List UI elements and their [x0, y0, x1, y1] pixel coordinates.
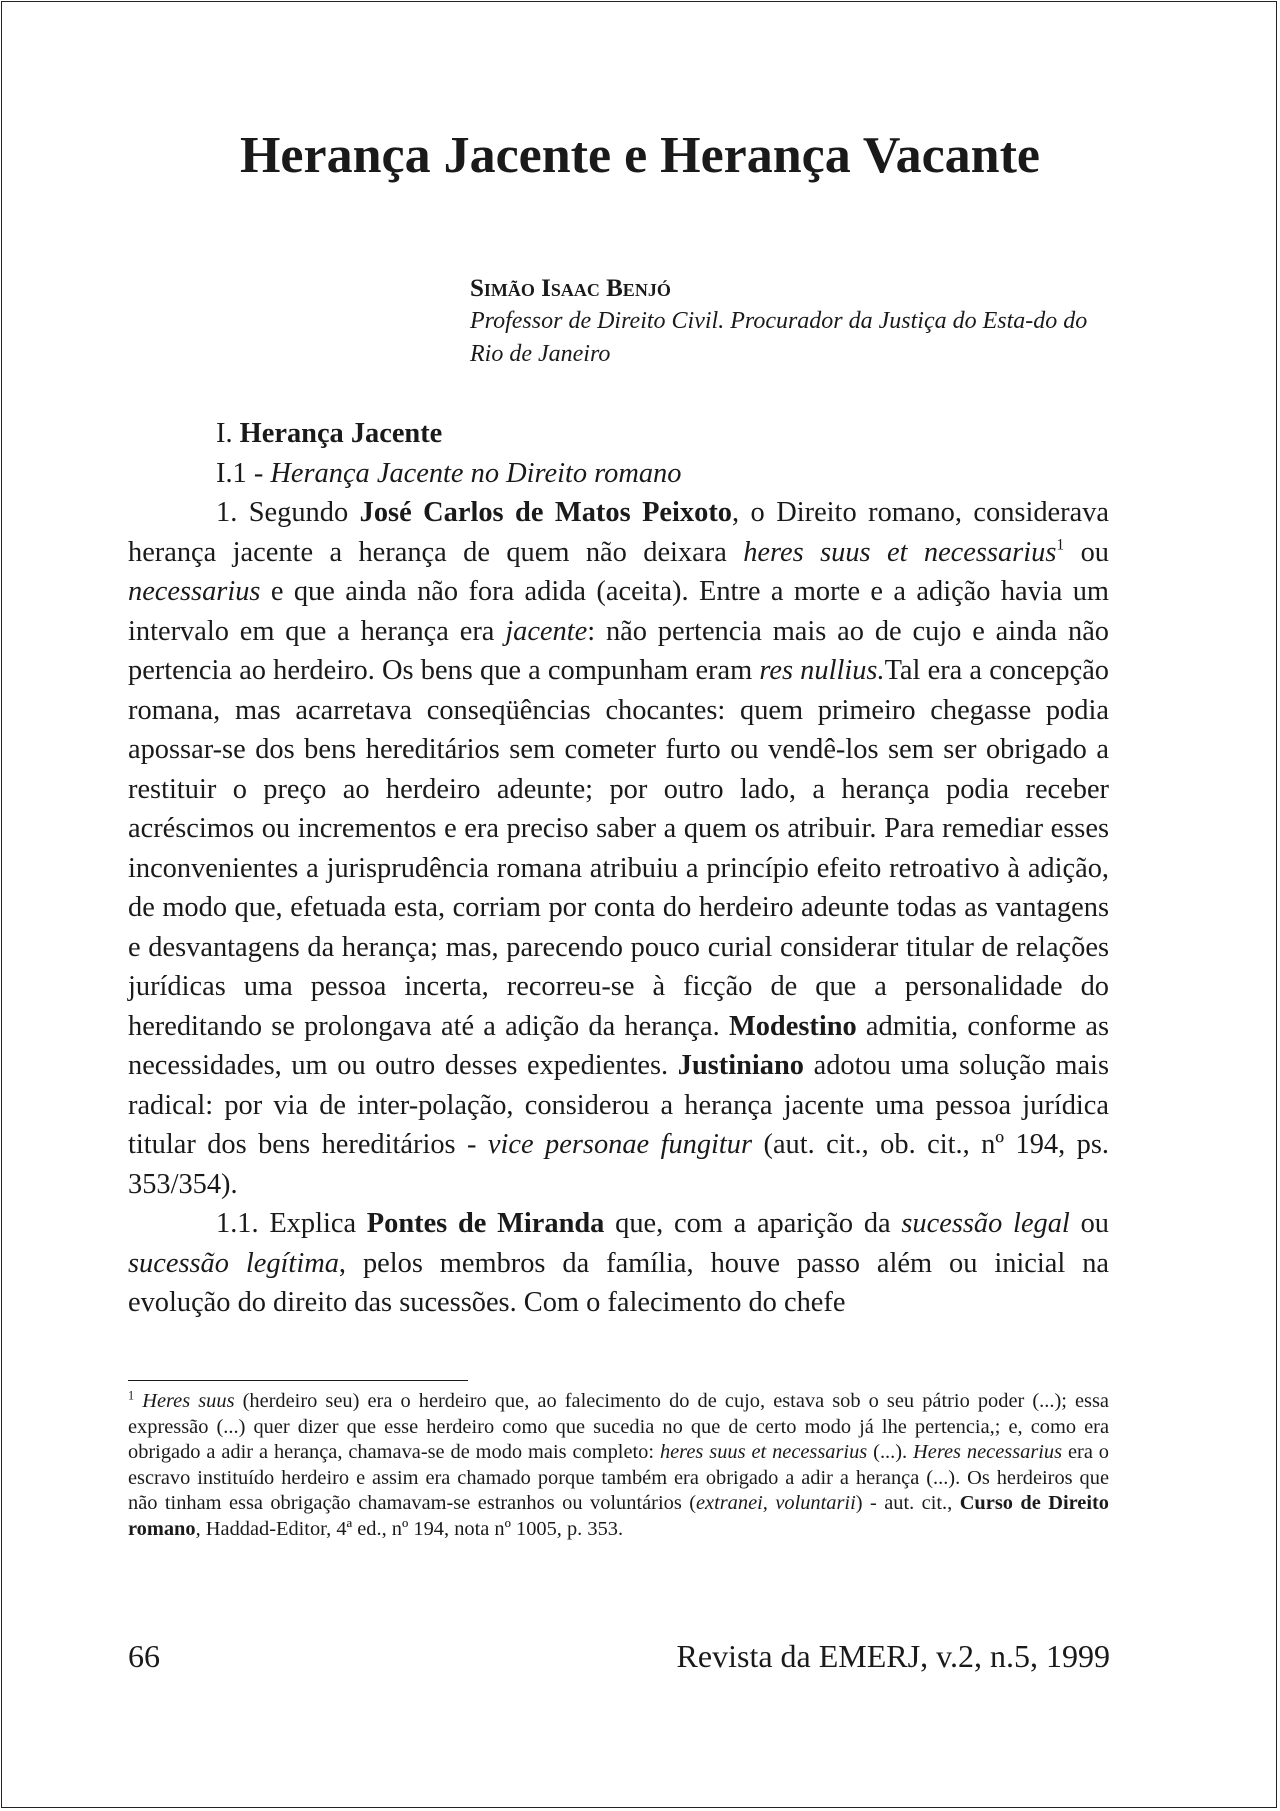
- section-heading: [128, 414, 1109, 454]
- p1-latin-term: heres suus et necessarius: [743, 536, 1057, 568]
- fn-text: , Haddad-Editor, 4ª ed., nº 194, nota nº 1005, p. 353.: [195, 1517, 624, 1540]
- footnote-1: [128, 1389, 1109, 1543]
- p1-latin-term: necessarius: [128, 576, 261, 607]
- footnote-marker: 1: [128, 1388, 135, 1403]
- article-body: [128, 414, 1109, 1323]
- fn-text: [134, 1390, 142, 1412]
- p1-text: admitia, conforme as necessidades, um ou outro desses expedientes.: [128, 1010, 1109, 1081]
- p1-author-ref: Justiniano: [677, 1050, 804, 1081]
- subsection-title: Herança Jacente no Direito romano: [270, 457, 682, 489]
- p2-term: sucessão legal: [901, 1208, 1070, 1239]
- paragraph-2: [128, 1204, 1109, 1323]
- fn-book-title: Curso de Direito romano: [128, 1492, 1109, 1540]
- fn-text: era o escravo instituído herdeiro e assim era chamado porque também era obrigado a adir a herança (...). Os herdeiros que não tinham essa obrigação chamavam-se estranhos ou voluntários (: [128, 1441, 1109, 1515]
- p1-text: ou: [1064, 536, 1109, 568]
- page-number: 66: [128, 1638, 160, 1674]
- p1-text: e que ainda não fora adida (aceita). Entre a morte e a adição havia um intervalo em que a herança era: [128, 576, 1109, 647]
- p2-author-ref: Pontes de Miranda: [366, 1208, 605, 1239]
- fn-text: (herdeiro seu) era o herdeiro que, ao falecimento do de cujo, estava sob o seu pátrio poder (...); essa expressão (...) quer dizer que esse herdeiro como que sucedia no que de certo modo já lhe pertencia,; e, como era obrigado a adir a herança, chamava-se de modo mais completo:: [128, 1390, 1109, 1464]
- p1-text: , o Direito romano, considerava herança jacente a herança de quem não deixara: [128, 497, 1109, 568]
- p1-author-ref: José Carlos de Matos Peixoto: [359, 497, 732, 528]
- p1-text: Tal era a concepção romana, mas acarretava conseqüências chocantes: quem primeiro chegasse podia apossar-se dos bens hereditários sem cometer furto ou vendê-los sem ser obrigado a restituir o preço ao herdeiro adeunte; por outro lado, a herança podia receber acréscimos ou incrementos e era preciso saber a quem os atribuir. Para remediar esses inconvenientes a jurisprudência romana atribuiu a princípio efeito retroativo à adição, de modo que, efetuada esta, corriam por conta do herdeiro adeunte todas as vantagens e desvantagens da herança; mas, parecendo pouco curial considerar titular de relações jurídicas uma pessoa incerta, recorreu-se à ficção de que a personalidade do hereditando se prolongava até a adição da herança.: [128, 655, 1109, 1042]
- p1-emphasis: jacente: [505, 615, 588, 647]
- p1-text: (aut. cit., ob. cit., nº 194, ps. 353/354).: [128, 1129, 1109, 1200]
- author-affiliation: Professor de Direito Civil. Procurador da Justiça do Esta-do do Rio de Janeiro: [470, 308, 1088, 367]
- footnote-reference[interactable]: 1: [1056, 535, 1065, 553]
- p1-text: 1. Segundo: [216, 497, 360, 528]
- fn-latin-term: Heres suus: [142, 1390, 235, 1412]
- author-name: Simão Isaac Benjó: [470, 275, 671, 302]
- subsection-number: I.1 -: [216, 457, 271, 489]
- p1-latin-term: vice personae fungitur: [487, 1129, 753, 1160]
- footnote-separator: [128, 1380, 468, 1381]
- footnote-text: [128, 1389, 1109, 1543]
- fn-latin-term: extranei, voluntarii: [695, 1492, 856, 1515]
- section-number: I.: [216, 418, 233, 449]
- p1-latin-term: res nullius.: [759, 655, 885, 686]
- paragraph-1: [128, 493, 1109, 1204]
- fn-latin-term: heres suus et necessarius: [659, 1441, 868, 1464]
- p1-text: adotou uma solução mais radical: por via de inter-polação, considerou a herança jacente uma pessoa jurídica titular dos bens hereditários -: [128, 1050, 1109, 1160]
- p1-author-ref: Modestino: [728, 1010, 857, 1042]
- fn-text: (...).: [867, 1441, 914, 1464]
- p2-term: sucessão legítima: [128, 1247, 339, 1279]
- p2-text: 1.1. Explica: [216, 1208, 367, 1239]
- journal-citation: Revista da EMERJ, v.2, n.5, 1999: [676, 1638, 1110, 1674]
- fn-latin-term: Heres necessarius: [913, 1441, 1063, 1464]
- p1-text: : não pertencia mais ao de cujo e ainda não pertencia ao herdeiro. Os bens que a compunham eram: [128, 615, 1109, 686]
- fn-text: ) - aut. cit.,: [855, 1492, 960, 1515]
- author-block: [470, 272, 1110, 371]
- p2-text: , pelos membros da família, houve passo além ou inicial na evolução do direito das sucessões. Com o falecimento do chefe: [128, 1247, 1110, 1318]
- p2-text: ou: [1069, 1208, 1109, 1239]
- section-title: Herança Jacente: [239, 418, 443, 449]
- article-title: Herança Jacente e Herança Vacante: [239, 127, 1040, 184]
- subsection-heading: [128, 454, 1109, 494]
- p2-text: que, com a aparição da: [604, 1208, 902, 1239]
